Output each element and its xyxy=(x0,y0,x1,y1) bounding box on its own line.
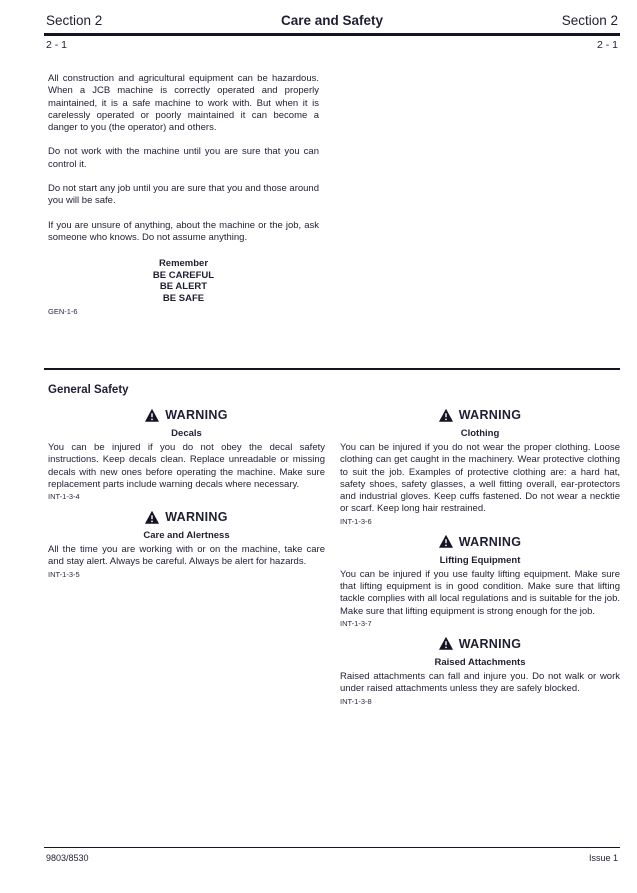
warning-header xyxy=(48,510,325,524)
intro-paragraph: Do not start any job until you are sure that you and those around you will be safe. xyxy=(48,183,319,207)
warning-header xyxy=(48,408,325,422)
warning-label: WARNING xyxy=(458,408,522,422)
warning-code: INT-1-3-4 xyxy=(48,492,80,502)
intro-section xyxy=(48,73,319,316)
warning-code: INT-1-3-6 xyxy=(340,516,372,526)
warning-header xyxy=(340,637,620,651)
warning-title: Raised Attachments xyxy=(434,656,526,668)
warning-body: You can be injured if you do not obey the decal safety instructions. Keep decals clean. Replace unreadable or missing decals with new ones before operating the machine. Make sure replacement parts include warning decals where necessary. xyxy=(48,442,325,490)
section-divider xyxy=(44,368,620,370)
warning-triangle-icon xyxy=(145,511,159,524)
warning-title: Lifting Equipment xyxy=(439,554,521,566)
warning-label: WARNING xyxy=(458,636,522,651)
remember-block xyxy=(48,258,319,304)
warning-code: INT-1-3-7 xyxy=(340,618,372,628)
warnings-column-right xyxy=(340,408,620,715)
reference-code: GEN-1-6 xyxy=(48,306,78,316)
warning-block xyxy=(340,637,620,706)
remember-line: BE CAREFUL xyxy=(152,269,215,281)
warning-block xyxy=(340,408,620,526)
intro-paragraph: If you are unsure of anything, about the machine or the job, ask someone who knows. Do not assume anything. xyxy=(48,219,319,243)
warning-block xyxy=(48,408,325,501)
remember-line: BE SAFE xyxy=(162,293,205,305)
intro-paragraph: Do not work with the machine until you are sure that you can control it. xyxy=(48,146,319,170)
warning-header xyxy=(340,408,620,422)
warning-code: INT-1-3-5 xyxy=(48,569,80,579)
page-footer xyxy=(44,847,620,863)
warning-label: WARNING xyxy=(458,534,522,549)
warning-body: You can be injured if you use faulty lifting equipment. Make sure that lifting equipment is in good condition. Make sure that lifting tackle complies with all local regulations and is suitable for the job. Make sure that lifting equipment is strong enough for the job. xyxy=(340,568,620,617)
warning-triangle-icon xyxy=(439,637,453,650)
page-number-left: 2 - 1 xyxy=(46,39,68,51)
warning-title: Care and Alertness xyxy=(143,530,230,542)
header-section-left: Section 2 xyxy=(46,13,103,28)
remember-line: BE ALERT xyxy=(159,281,208,293)
header-section-right: Section 2 xyxy=(561,13,618,28)
warning-triangle-icon xyxy=(439,535,453,548)
page-title: Care and Safety xyxy=(280,13,384,28)
intro-paragraph: All construction and agricultural equipment can be hazardous. When a JCB machine is correctly operated and properly maintained, it is a safe machine to work with. But when it is carelessly operated or poorly maintained it can become a danger to you (the operator) and others. xyxy=(48,73,319,134)
warning-block xyxy=(340,535,620,628)
page-header xyxy=(44,13,620,51)
page-number-right: 2 - 1 xyxy=(596,39,618,51)
section-heading: General Safety xyxy=(48,384,129,396)
warning-label: WARNING xyxy=(165,408,228,422)
warning-code: INT-1-3-8 xyxy=(340,696,372,706)
issue-number: Issue 1 xyxy=(588,853,618,863)
publication-number: 9803/8530 xyxy=(46,853,89,863)
header-row xyxy=(44,13,620,36)
warning-body: Raised attachments can fall and injure you. Do not walk or work under raised attachments unless they are safely blocked. xyxy=(340,670,620,695)
warning-header xyxy=(340,535,620,549)
remember-title: Remember xyxy=(158,258,209,270)
warning-title: Clothing xyxy=(460,428,500,439)
warning-block xyxy=(48,510,325,579)
warning-body: You can be injured if you do not wear the proper clothing. Loose clothing can get caught in the machinery. Wear protective clothing to suit the job. Examples of protective clothing are: a hard hat, safety shoes, safety glasses, a well fitting overall, ear-protectors and industrial gloves. Keep cuffs fastened. Do not wear a necktie or scarf. Keep long hair restrained. xyxy=(340,442,620,515)
warning-body: All the time you are working with or on the machine, take care and stay alert. Always be careful. Always be alert for hazards. xyxy=(48,544,325,568)
warnings-column-left xyxy=(48,408,325,588)
warning-triangle-icon xyxy=(439,409,453,422)
warning-title: Decals xyxy=(171,428,202,439)
page-number-row xyxy=(44,36,620,51)
warning-label: WARNING xyxy=(165,510,228,525)
warning-triangle-icon xyxy=(145,409,159,422)
